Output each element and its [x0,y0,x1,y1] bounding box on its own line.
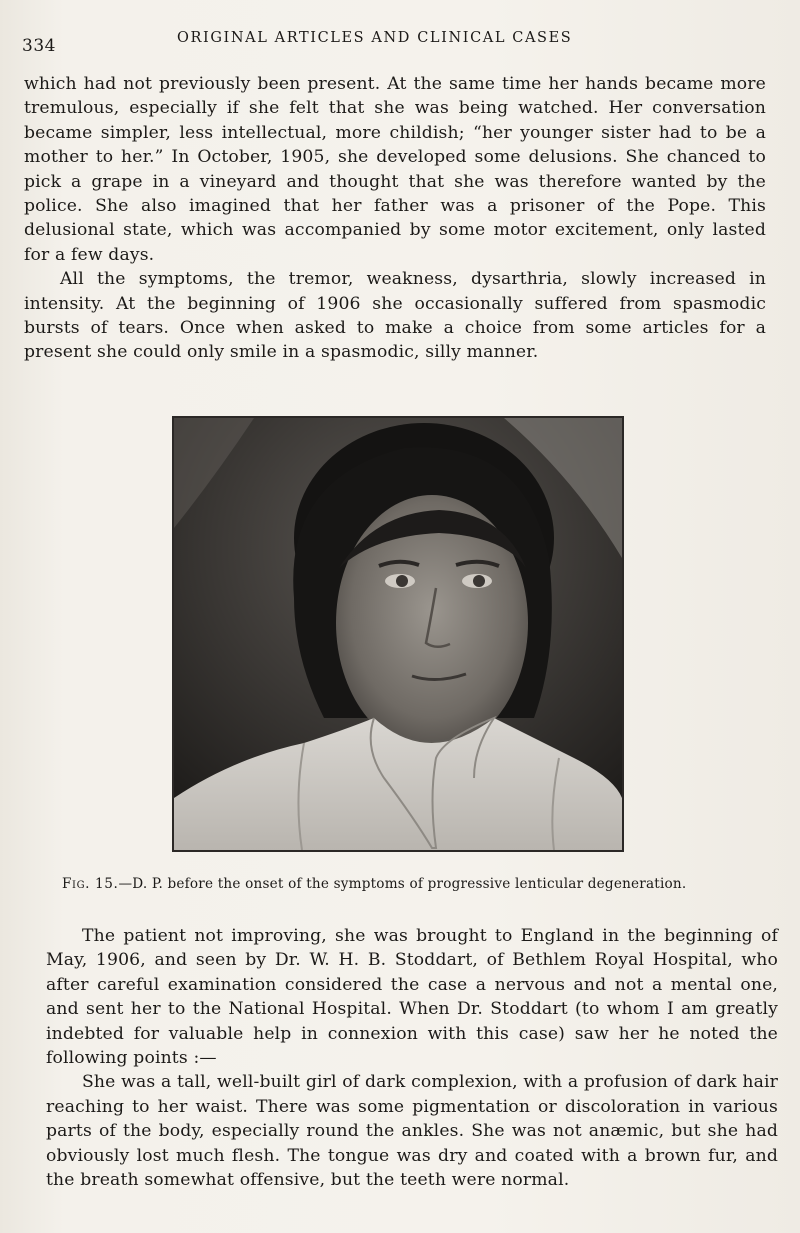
portrait-photo [174,418,622,850]
body-text-top [24,72,766,365]
running-head [22,28,782,58]
figure-caption [62,876,762,892]
body-text-bottom [46,924,778,1192]
caption-text: —D. P. before the onset of the symptoms of progressive lenticular degeneration. [118,876,687,892]
figure-label: Fig. 15. [62,876,119,892]
running-title: ORIGINAL ARTICLES AND CLINICAL CASES [177,30,573,46]
figure-photograph [172,416,624,852]
paragraph: The patient not improving, she was brought to England in the beginning of May, 1906, and seen by Dr. W. H. B. Stoddart, of Bethlem Royal Hospital, who after careful examination considered the case a nervous and not a mental one, and sent her to the National Hospital. When Dr. Stoddart (to whom I am greatly indebted for valuable help in connexion with this case) saw her he noted the following points :— [46,926,778,1069]
page-number: 334 [22,36,56,56]
paragraph: All the symptoms, the tremor, weakness, dysarthria, slowly increased in intensity. At the beginning of 1906 she occasionally suffered from spasmodic bursts of tears. Once when asked to make a choice from some articles for a present she could only smile in a spasmodic, silly manner. [24,269,766,363]
paragraph: which had not previously been present. At the same time her hands became more tremulous, especially if she felt that she was being watched. Her conversation became simpler, less intellectual, more childish; “her younger sister had to be a mother to her.” In October, 1905, she developed some delusions. She chanced to pick a grape in a vineyard and thought that she was therefore wanted by the police. She also imagined that her father was a prisoner of the Pope. This delusional state, which was accompanied by some motor excitement, only lasted for a few days. [24,74,766,265]
paragraph: She was a tall, well-built girl of dark complexion, with a profusion of dark hair reaching to her waist. There was some pigmentation or discoloration in various parts of the body, especially round the ankles. She was not anæmic, but she had obviously lost much flesh. The tongue was dry and coated with a brown fur, and the breath somewhat offensive, but the teeth were normal. [46,1072,778,1191]
